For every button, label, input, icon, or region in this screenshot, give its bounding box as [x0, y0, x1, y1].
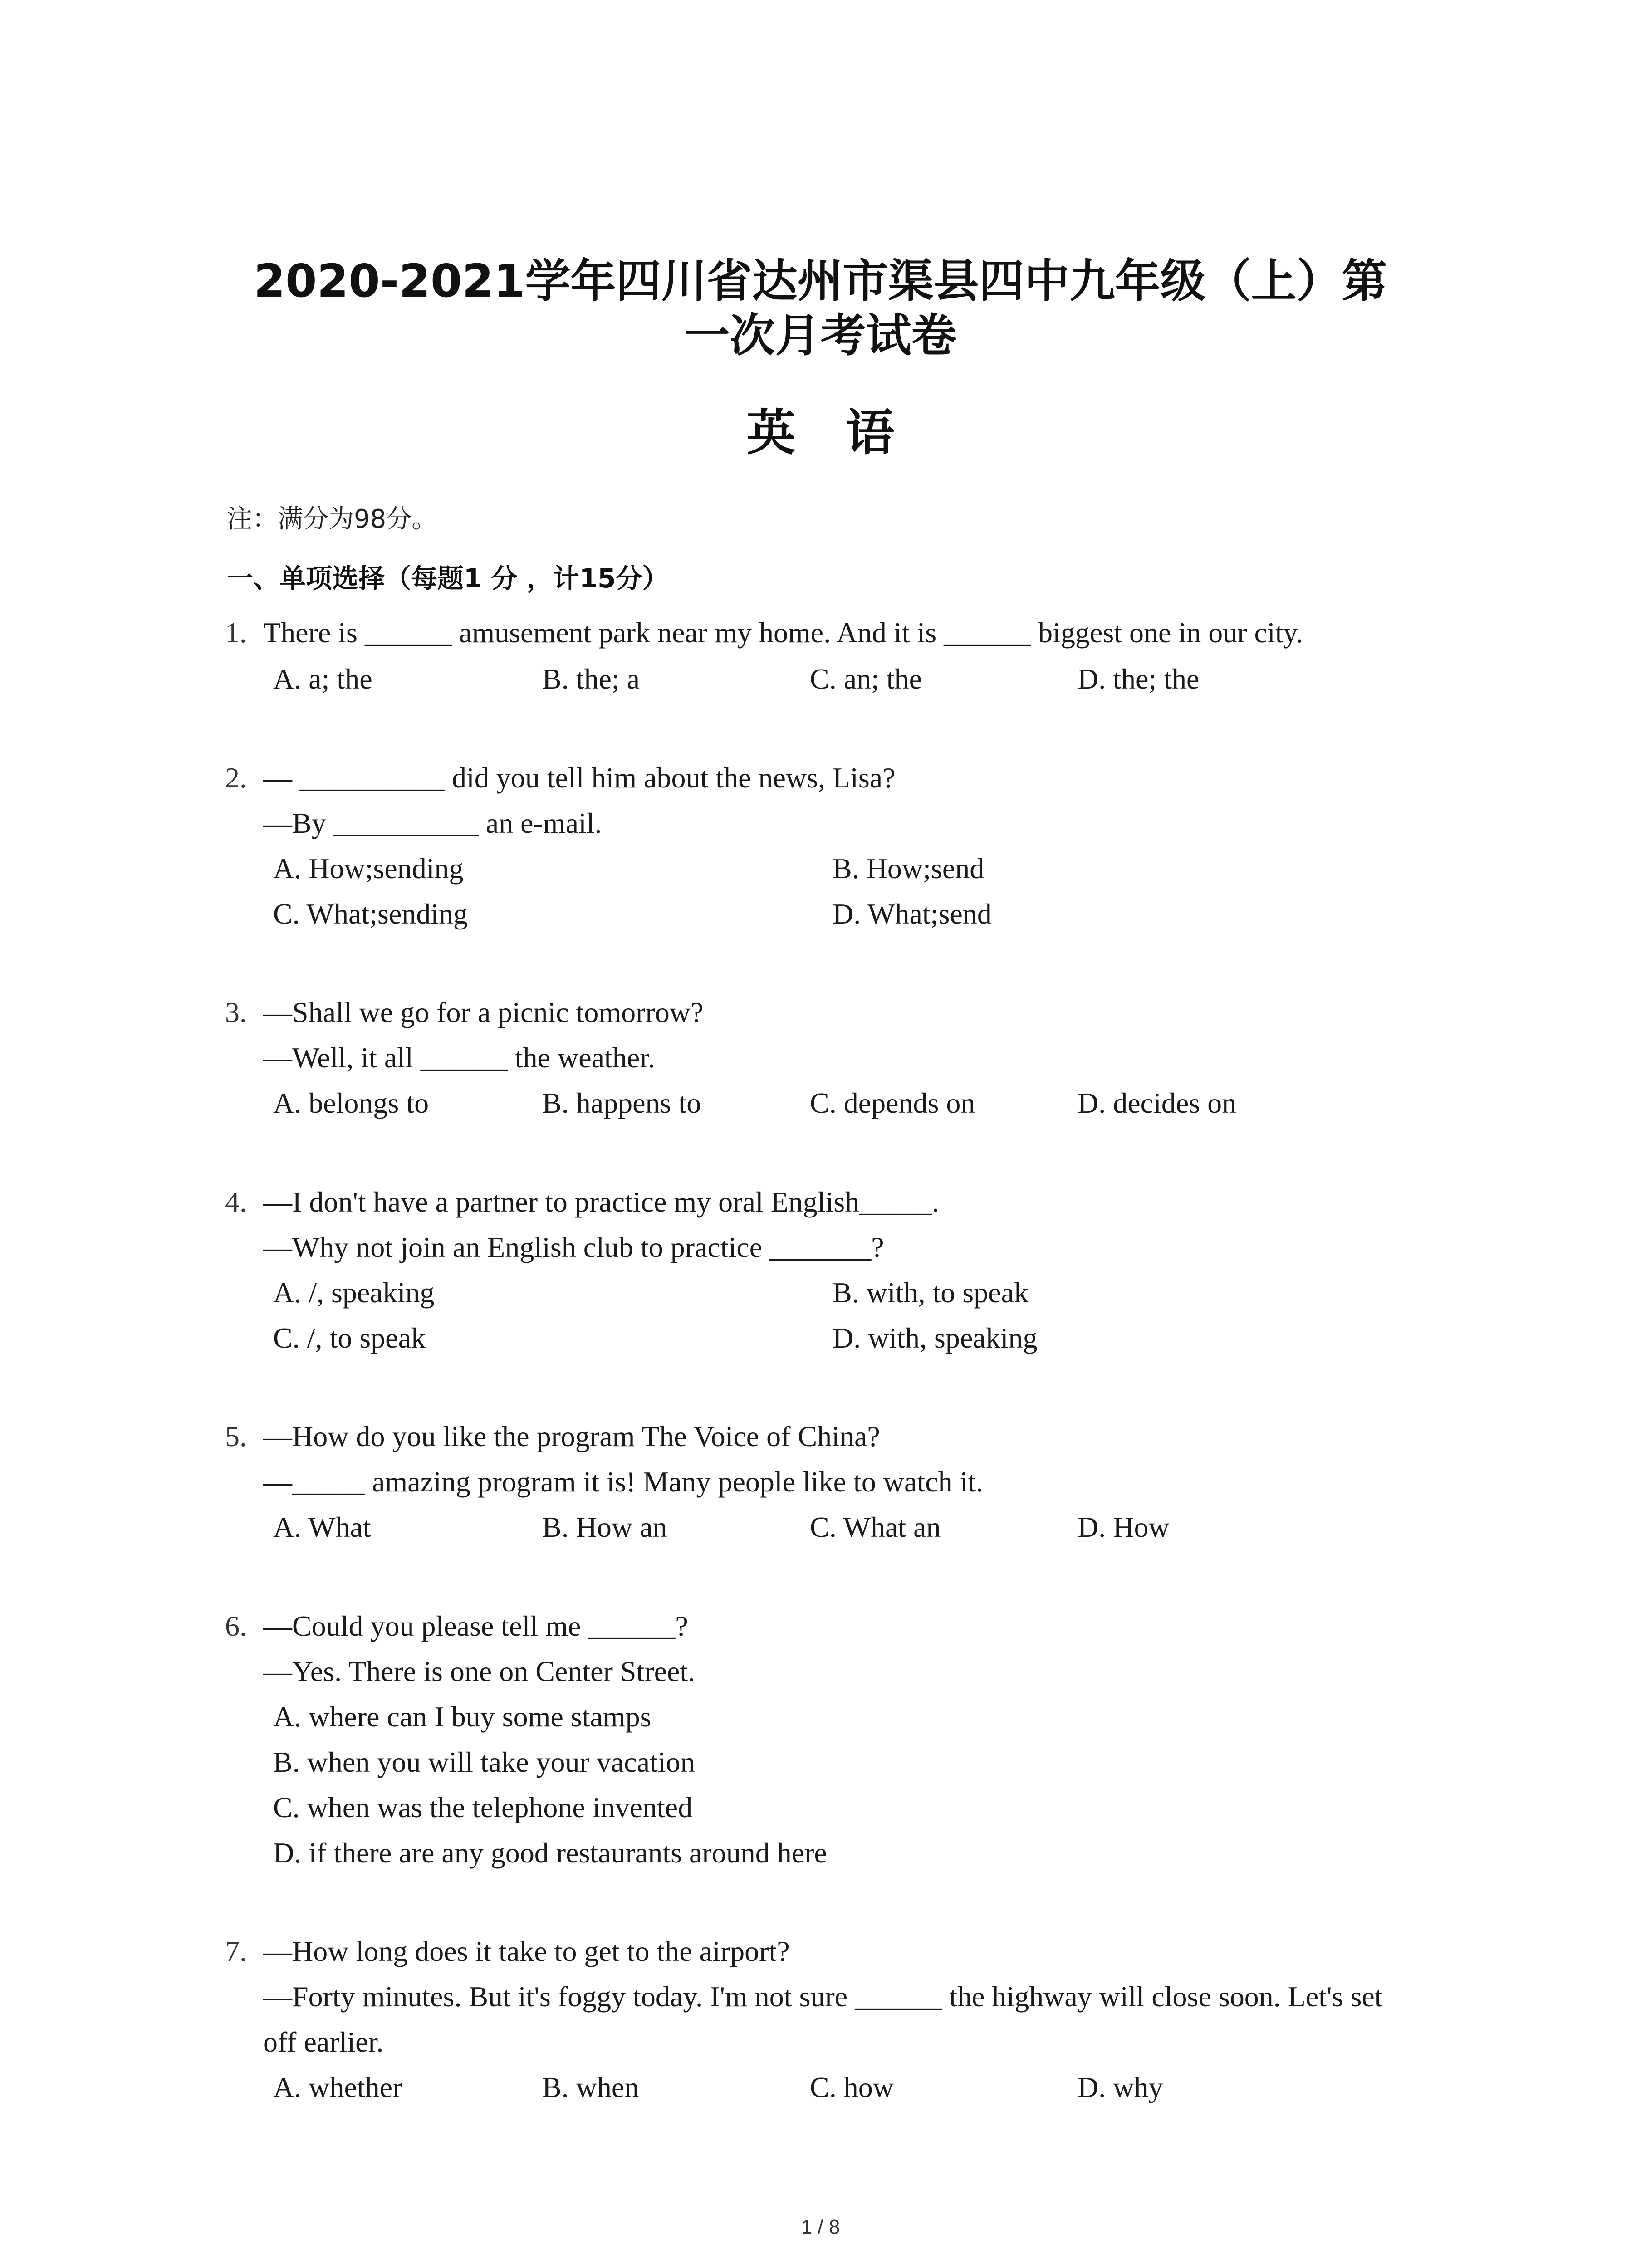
option-d: D. with, speaking [833, 1322, 1038, 1354]
option-a: A. What [273, 1511, 371, 1543]
option-a: A. where can I buy some stamps [273, 1701, 652, 1733]
option-c: C. when was the telephone invented [273, 1791, 693, 1823]
option-a: A. a; the [273, 663, 372, 695]
question-stem: —I don't have a partner to practice my oral English_____. [263, 1186, 940, 1218]
page-indicator: 1 / 8 [801, 2216, 840, 2238]
question-stem: —How do you like the program The Voice of China? [263, 1420, 880, 1452]
option-a: A. whether [273, 2071, 402, 2103]
option-b: B. when you will take your vacation [273, 1746, 695, 1778]
option-d: D. What;send [833, 898, 992, 930]
question-number: 2. [225, 762, 247, 794]
subject-heading: 英语 [746, 405, 945, 461]
option-c: C. how [810, 2071, 894, 2103]
option-b: B. with, to speak [833, 1276, 1029, 1309]
option-d: D. decides on [1078, 1087, 1237, 1119]
option-c: C. an; the [810, 663, 922, 695]
option-b: B. the; a [542, 663, 640, 695]
exam-title-line-1: 2020-2021学年四川省达州市渠县四中九年级（上）第 [254, 254, 1387, 308]
question-stem: —Shall we go for a picnic tomorrow? [263, 996, 704, 1028]
option-b: B. when [542, 2071, 639, 2103]
option-b: B. happens to [542, 1087, 701, 1119]
option-a: A. belongs to [273, 1087, 429, 1119]
option-c: C. What an [810, 1511, 941, 1543]
option-b: B. How an [542, 1511, 667, 1543]
question-number: 6. [225, 1610, 247, 1642]
question-stem: —Well, it all ______ the weather. [263, 1041, 655, 1074]
question-stem: —_____ amazing program it is! Many people like to watch it. [263, 1466, 984, 1498]
question-number: 4. [225, 1186, 247, 1218]
option-a: A. /, speaking [273, 1276, 435, 1309]
question-number: 3. [225, 996, 247, 1028]
question-stem: off earlier. [263, 2026, 384, 2058]
option-d: D. the; the [1078, 663, 1200, 695]
question-stem: —How long does it take to get to the airport? [263, 1935, 790, 1967]
option-c: C. /, to speak [273, 1322, 426, 1354]
option-c: C. What;sending [273, 898, 468, 930]
option-c: C. depends on [810, 1087, 975, 1119]
score-note: 注：满分为98分。 [227, 504, 437, 534]
question-stem: —By __________ an e-mail. [263, 807, 602, 839]
question-stem: —Yes. There is one on Center Street. [263, 1655, 696, 1687]
question-stem: There is ______ amusement park near my home. And it is ______ biggest one in our city. [263, 616, 1303, 649]
question-stem: —Could you please tell me ______? [263, 1610, 688, 1642]
question-stem: —Why not join an English club to practice _______? [263, 1231, 884, 1263]
section-heading: 一、单项选择（每题1 分 ，计15分） [227, 563, 669, 594]
question-stem: —Forty minutes. But it's foggy today. I'm not sure ______ the highway will close soon. Let's set [263, 1980, 1383, 2013]
question-number: 5. [225, 1420, 247, 1452]
question-stem: — __________ did you tell him about the news, Lisa? [263, 762, 896, 794]
option-d: D. How [1078, 1511, 1170, 1543]
question-number: 7. [225, 1935, 247, 1967]
option-d: D. if there are any good restaurants around here [273, 1837, 827, 1869]
option-d: D. why [1078, 2071, 1163, 2103]
option-b: B. How;send [833, 852, 985, 885]
question-number: 1. [225, 616, 247, 649]
option-a: A. How;sending [273, 852, 464, 885]
exam-title-line-2: 一次月考试卷 [684, 309, 957, 362]
